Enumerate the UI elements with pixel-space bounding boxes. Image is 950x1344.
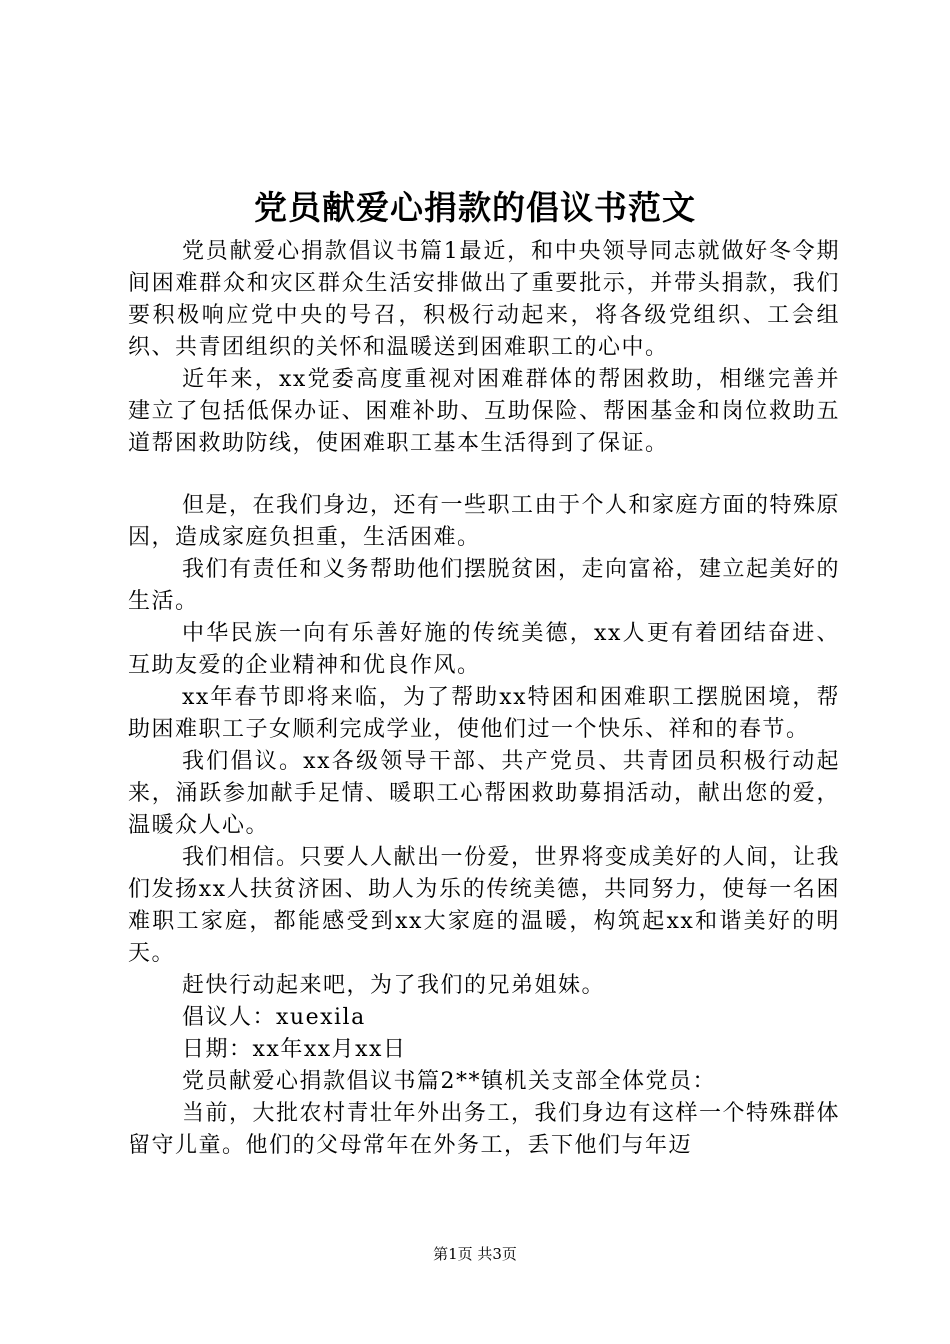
initiator-line: 倡议人：xuexila (182, 1005, 366, 1030)
paragraph: 党员献爱心捐款倡议书篇2**镇机关支部全体党员： (182, 1069, 716, 1094)
paragraph: 但是，在我们身边，还有一些职工由于个人和家庭方面的特殊原因，造成家庭负担重，生活困难。 (128, 493, 841, 550)
document-body (128, 236, 840, 1162)
paragraph: 我们有责任和义务帮助他们摆脱贫困，走向富裕，建立起美好的生活。 (128, 557, 841, 614)
date-line: 日期：xx年xx月xx日 (182, 1037, 407, 1062)
paragraph: xx年春节即将来临，为了帮助xx特困和困难职工摆脱困境，帮助困难职工子女顺利完成学业，使他们过一个快乐、祥和的春节。 (128, 685, 840, 742)
paragraph: 我们倡议。xx各级领导干部、共产党员、共青团员积极行动起来，涌跃参加献手足情、暖职工心帮困救助募捐活动，献出您的爱，温暖众人心。 (128, 749, 840, 838)
paragraph: 党员献爱心捐款倡议书篇1最近，和中央领导同志就做好冬令期间困难群众和灾区群众生活安排做出了重要批示，并带头捐款，我们要积极响应党中央的号召，积极行动起来，将各级党组织、工会组织、共青团组织的关怀和温暖送到困难职工的心中。 (128, 239, 840, 360)
paragraph: 当前，大批农村青壮年外出务工，我们身边有这样一个特殊群体留守儿童。他们的父母常年在外务工，丢下他们与年迈 (128, 1101, 841, 1158)
paragraph: 中华民族一向有乐善好施的传统美德，xx人更有着团结奋进、互助友爱的企业精神和优良作风。 (128, 621, 840, 678)
page-footer: 第1页 共3页 (433, 1245, 517, 1263)
paragraph: 我们相信。只要人人献出一份爱，世界将变成美好的人间，让我们发扬xx人扶贫济困、助人为乐的传统美德，共同努力，使每一名困难职工家庭，都能感受到xx大家庭的温暖，构筑起xx和谐美好的明天。 (128, 845, 841, 966)
document-title: 党员献爱心捐款的倡议书范文 (254, 188, 696, 227)
paragraph: 赶快行动起来吧，为了我们的兄弟姐妹。 (182, 973, 606, 998)
paragraph: 近年来，xx党委高度重视对困难群体的帮困救助，相继完善并建立了包括低保办证、困难补助、互助保险、帮困基金和岗位救助五道帮困救助防线，使困难职工基本生活得到了保证。 (128, 367, 840, 456)
